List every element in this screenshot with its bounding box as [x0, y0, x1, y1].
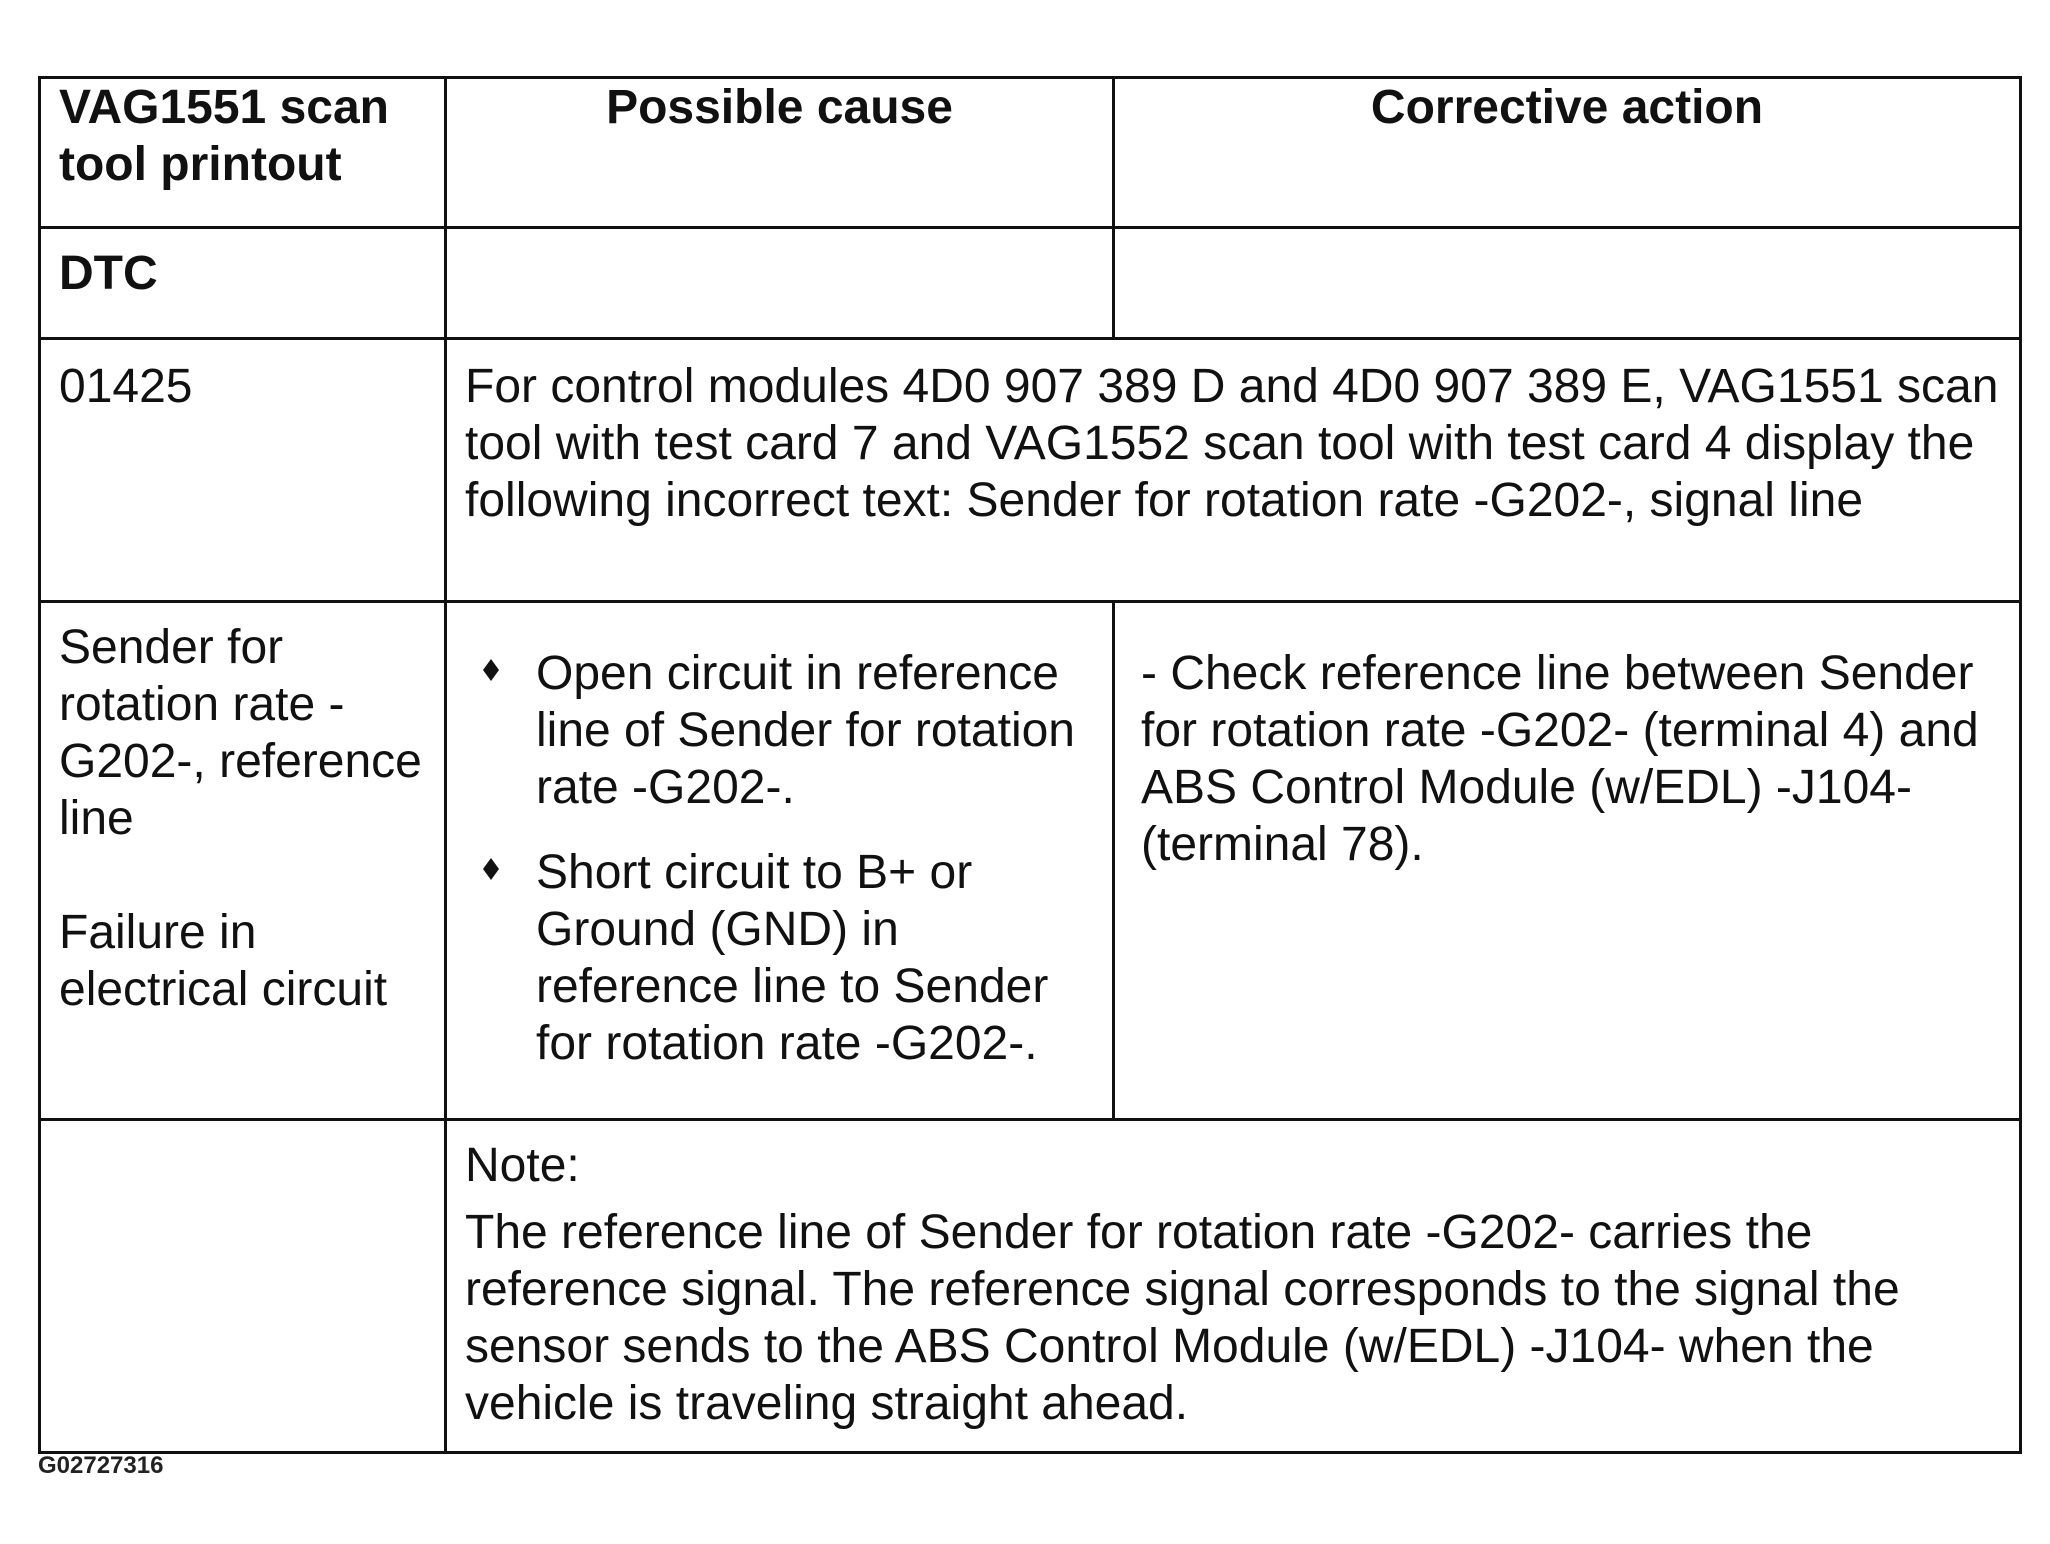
dtc-code-cell — [40, 339, 446, 602]
printout-text: Sender for rotation rate -G202-, reference line — [59, 621, 422, 845]
note-cell — [446, 1120, 2021, 1453]
header-scan-tool-printout: VAG1551 scan tool printout — [40, 78, 446, 228]
header-possible-cause: Possible cause — [446, 78, 1114, 228]
dtc-table — [38, 76, 2022, 1454]
list-item — [483, 844, 1112, 1072]
header-corrective-action: Corrective action — [1114, 78, 2021, 228]
possible-cause-cell — [446, 602, 1114, 1120]
note-text: The reference line of Sender for rotation rate -G202- carries the reference signal. The reference signal corresponds to the signal the sensor sends to the ABS Control Module (w/EDL) -J104- when the vehicle is traveling straight ahead. — [465, 1206, 1900, 1430]
list-item — [483, 645, 1112, 816]
cause-text: Open circuit in reference line of Sender for rotation rate -G202-. — [536, 647, 1075, 814]
table-row-sender-fault — [40, 602, 2021, 1120]
table-row-01425 — [40, 339, 2021, 602]
cause-list — [447, 603, 1112, 1072]
dtc-label: DTC — [40, 228, 446, 339]
empty-cell — [446, 228, 1114, 339]
corrective-action-cell — [1114, 602, 2021, 1120]
printout-failure-text: Failure in electrical circuit — [59, 906, 388, 1016]
corrective-action-text: - Check reference line between Sender for rotation rate -G202- (terminal 4) and ABS Control Module (w/EDL) -J104- (terminal 78). — [1141, 647, 1979, 871]
cause-text: Short circuit to B+ or Ground (GND) in reference line to Sender for rotation rate -G202-. — [536, 846, 1049, 1070]
table-row-note — [40, 1120, 2021, 1453]
figure-id: G02727316 — [38, 1452, 164, 1479]
table-header-row — [40, 78, 2021, 228]
empty-cell — [40, 1120, 446, 1453]
printout-cell — [40, 602, 446, 1120]
diamond-bullet-icon — [483, 858, 499, 880]
dtc-description-cell — [446, 339, 2021, 602]
dtc-description: For control modules 4D0 907 389 D and 4D0 907 389 E, VAG1551 scan tool with test card 7 and VAG1552 scan tool with test card 4 display the following incorrect text: Sender for rotation rate -G202-, signal line — [465, 360, 1999, 527]
diamond-bullet-icon — [483, 659, 499, 681]
empty-cell — [1114, 228, 2021, 339]
dtc-code: 01425 — [59, 360, 193, 413]
note-label: Note: — [465, 1139, 580, 1192]
table-row-dtc — [40, 228, 2021, 339]
